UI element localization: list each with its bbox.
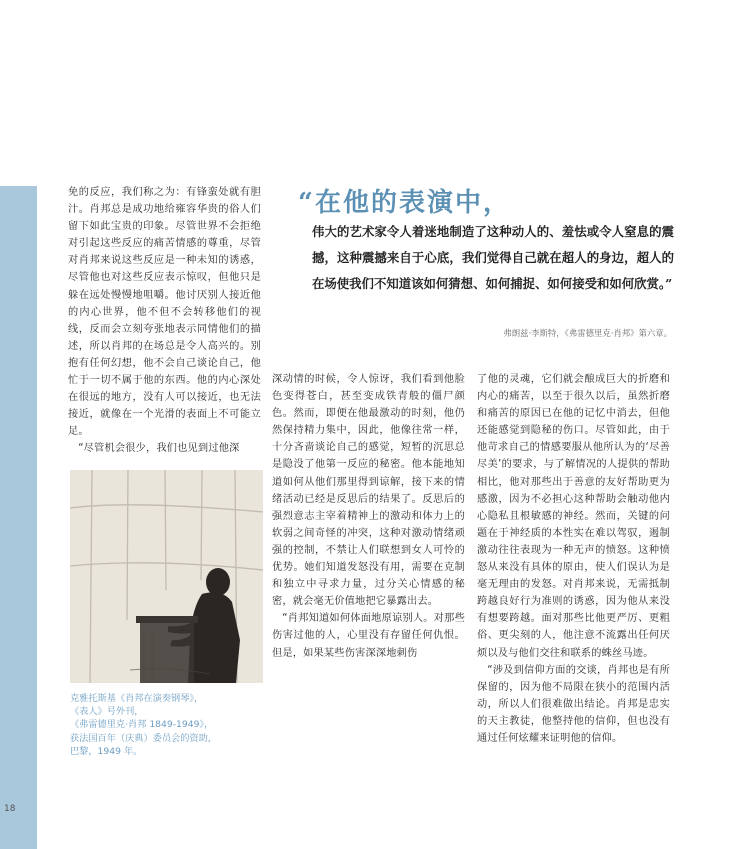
paragraph: 了他的灵魂，它们就会酿成巨大的折磨和内心的痛苦，以至于很久以后，虽然折磨和痛苦的原因已在他的记忆中消去，但他还能感觉到隐秘的伤口。尽管如此，由于他苛求自己的情感要服从他所认为的‘尽善尽美’的要求，与了解情况的人提供的帮助相比，他对那些出于善意的友好帮助更为感激，因为不必担心这种帮助会触动他内心隐私且根敏感的神经。然而，关键的问题在于神经质的本性实在难以驾驭，遏制激动往往表现为一种无声的愤怒。这种愤怒从来没有具体的原由，使人们误认为是毫无理由的发怒。对肖邦来说，无需抵制跨越良好行为准则的诱惑，因为他从来没有想要跨越。面对那些比他更严厉、更粗俗、更尖刻的人，他注意不流露出任何厌烦以及与他们交往和联系的蛛丝马迹。: [477, 374, 670, 659]
text-column-2: [272, 371, 465, 662]
illustration-chopin-at-piano: [70, 470, 263, 683]
pull-quote-source: 弗朗兹·李斯特，《弗雷德里克·肖邦》第六章。: [503, 328, 672, 338]
paragraph: 免的反应，我们称之为：有锋蛮处就有胆汁。肖邦总是成功地给雍容华贵的俗人们留下如此宝贵的印象。尽管世界不会拒绝对引起这些反应的痛苦情感的尊重，尽管对肖邦来说这些反应是一种未知的诱惑，尽管他也对这些反应表示惊叹，但他只是躲在远处慢慢地咀嚼。他讨厌别人接近他的内心世界，他不但不会转移他们的视线，反而会立刻夸张地表示同情他们的描述，所以肖邦的在场总是令人高兴的。别抱有任何幻想，他不会自己谈论自己，他忙于一切不属于他的东西。他的内心深处在很远的地方，没有人可以接近，也无法接近，就像在一个光滑的表面上不可能立足。: [68, 187, 261, 438]
caption-line: 《表人》号外刊，: [70, 706, 144, 718]
page-number: 18: [4, 804, 16, 814]
sketch-drawing: [70, 470, 263, 683]
paragraph: “涉及到信仰方面的交谈，肖邦也是有所保留的，因为他不局限在狭小的范围内活动，所以人们很难做出结论。肖邦是忠实的天主教徒，他整持他的信仰，但也没有通过任何炫耀来证明他的信仰。: [477, 664, 670, 744]
side-color-bar: [0, 186, 37, 849]
text-column-3: [477, 371, 670, 747]
paragraph: 深动情的时候，令人惊讶，我们看到他脸色变得苍白，甚至变成铁青般的僵尸颜色。然而，即便在他最激动的时刻，他仍然保持精力集中，因此，他像往常一样，十分吝啬谈论自己的感觉，短暂的沉思总是隐没了他第一反应的秘密。他本能地知道如何从他们那里得到谅解，接下来的情绪活动已经是反思后的结果了。反思后的强烈意志主宰着精神上的激动和体力上的软弱之间奇怪的冲突，这种对激动情绪顽强的控制，不禁让人们联想到女人可怜的优势。她们知道发怒没有用，需要在克制和独立中寻求力量，过分关心情感的秘密，就会毫无价值地把它暴露出去。: [272, 374, 465, 608]
pull-quote-title: “在他的表演中，: [298, 188, 511, 218]
caption-line: 《弗雷德里克·肖邦 1849-1949》，: [70, 719, 214, 731]
text-column-1: [68, 184, 261, 458]
pull-quote-body: 伟大的艺术家令人着迷地制造了这种动人的、羞怯或令人窒息的震撼，这种震撼来自于心底，我们觉得自己就在超人的身边，超人的在场使我们不知道该如何猜想、如何捕捉、如何接受和如何欣赏。”: [312, 224, 674, 291]
paragraph: “尽管机会很少，我们也见到过他深: [78, 443, 240, 455]
caption-line: 克雅托斯基《肖邦在演奏钢琴》，: [70, 693, 204, 704]
paragraph: “肖邦知道如何体面地原谅别人。对那些伤害过他的人，心里没有存留任何仇恨。但是，如果某些伤害深深地刺伤: [272, 613, 465, 659]
caption-line: 巴黎，1949 年。: [70, 745, 143, 757]
figure-caption: [70, 692, 263, 758]
caption-line: 获法国百年（庆典）委员会的资助，: [70, 732, 217, 744]
